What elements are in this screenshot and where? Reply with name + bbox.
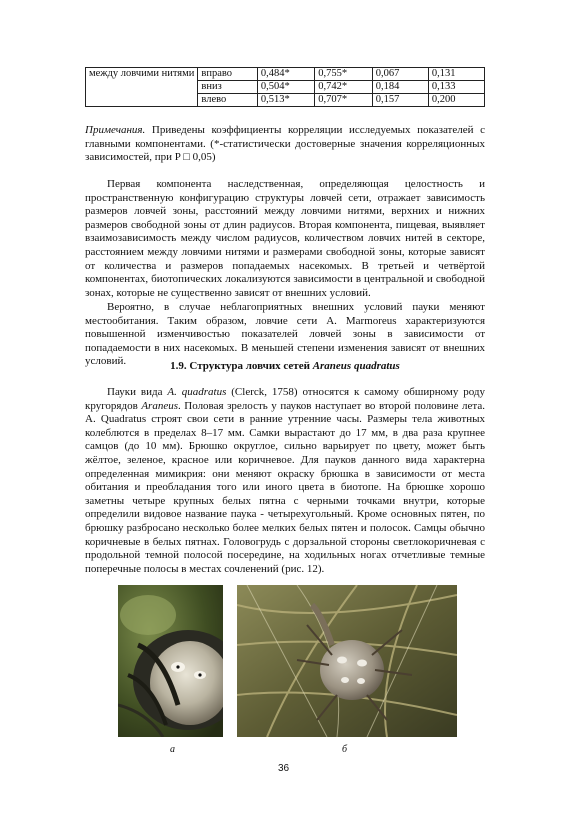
direction-cell: вниз	[198, 81, 257, 94]
note-label: Примечания.	[85, 124, 146, 136]
value-cell: 0,133	[428, 81, 484, 94]
figure-caption-a: а	[170, 744, 175, 755]
paragraph-species-description	[85, 386, 485, 576]
p3-lead: Пауки вида	[107, 386, 163, 398]
value-cell: 0,755*	[315, 68, 372, 81]
direction-cell: влево	[198, 94, 257, 107]
spider-photo-a	[118, 585, 223, 737]
figure-caption-b: б	[342, 744, 348, 755]
paragraph-conclusion: Вероятно, в случае неблагоприятных внешних условий пауки меняют местообитания. Таким образом, ловчие сети A. Marmoreus характеризуются повышенной изменчивостью показателей ловчей зоны в зависимости от попадаемости в них насекомых. В меньшей степени изменения зависят от внешних условий.	[85, 301, 485, 368]
value-cell: 0,707*	[315, 94, 372, 107]
note-text: Приведены коэффициенты корреляции исследуемых показателей с главными компонентами. (*-статистически достоверные значения корреляционных зависимостей, при P □ 0,05)	[85, 124, 485, 163]
table-note	[85, 124, 485, 165]
p3-species: A. quadratus	[167, 386, 227, 398]
value-cell: 0,157	[372, 94, 428, 107]
section-heading	[85, 360, 485, 372]
value-cell: 0,504*	[257, 81, 314, 94]
value-cell: 0,067	[372, 68, 428, 81]
page-number: 36	[277, 763, 290, 774]
value-cell: 0,742*	[315, 81, 372, 94]
section-title: 1.9. Структура ловчих сетей	[170, 360, 310, 372]
value-cell: 0,184	[372, 81, 428, 94]
p3-part2: . Половая зрелость у пауков наступает во второй половине лета. A. Quadratus строят свои сети в ранние утренние часы. Размеры тела животных колеблются в пределах 8–17 мм. Самки вырастают до 17 мм, в два раза крупнее самцов (до 10 мм). Брюшко округлое, сильно варьирует по цвету, может быть жёлтое, зеленое, красное или коричневое. Для пауков данного вида характерна определенная мимикрия: они меняют окраску брюшка в зависимости от места обитания и преобладания того или иного цвета в биотопе. На брюшке хорошо заметны четыре крупных белых пятна с черными точками внутри, которые определили видовое название паука - четырехугольный. Кроме основных пятен, по брюшку разбросано несколько более мелких белых пятен и полосок. Самцы обычно коричневые в белых пятнах. Головогрудь с дорзальной стороны светлокоричневая с продольной темной полосой посередине, на ходильных ногах отчетливые темные поперечные полосы в местах сочленений (рис. 12).	[85, 399, 485, 575]
paragraph-components: Первая компонента наследственная, определяющая целостность и пространственную конфигурацию структуры ловчей сети, отражает зависимость размеров ловчей зоны, расстояний между ловчими нитями, верхних и нижних размеров свободной зоны от длин радиусов. Вторая компонента, пищевая, выявляет взаимозависимость между числом радиусов, количеством ловчих нитей в секторе, расстоянием между ловчими нитями и размерами свободной зоны, которые зависят от количества и размеров попадаемых насекомых. В третьей и четвёртой компонентах, биотопических локализуются зависимости в центральной и свободной зонах, которые не существенно зависят от внешних условий.	[85, 178, 485, 299]
correlation-table	[85, 67, 485, 107]
section-species: Araneus quadratus	[312, 360, 400, 372]
spider-photo-b	[237, 585, 457, 737]
direction-cell: вправо	[198, 68, 257, 81]
value-cell: 0,484*	[257, 68, 314, 81]
p3-genus: Araneus	[141, 399, 178, 412]
value-cell: 0,200	[428, 94, 484, 107]
row-label-cell: между ловчими нитями	[86, 68, 198, 107]
table-row	[86, 68, 485, 81]
p3-part1: (Clerck, 1758) относятся к самому обширному роду кругорядов	[85, 386, 486, 412]
value-cell: 0,513*	[257, 94, 314, 107]
value-cell: 0,131	[428, 68, 484, 81]
